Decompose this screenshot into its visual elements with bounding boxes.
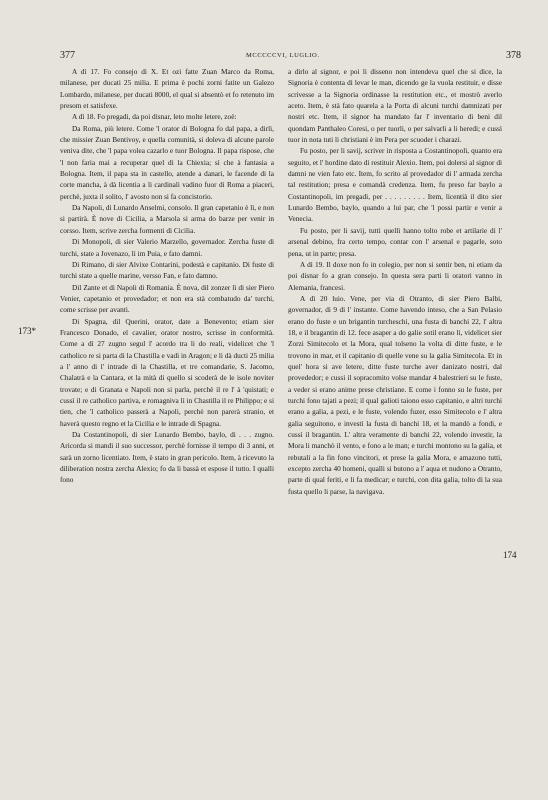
margin-note-left: 173* (18, 326, 36, 336)
right-column (288, 66, 502, 497)
paragraph: a dirlo al signor, e poi li disseno non intendeva quel che si dice, la Signoria è contenta di levar le man, dicendo ge la vuola restituir, e disse scrivesse a la Signoria ordinasse la restitution etc., et mostrò averlo aceto. Item, è stà fato quarela a la Porta di alcuni turchi damnizati per nostri etc. Item, il signor ha mandato far l' inventario di beni dil quondam Panthaleo Coresi, o per tuorli, o per salvarli a li heredi; e cussì tuor in nota tuti li christiani è im Pera per scuoder i charazi. (288, 67, 502, 145)
left-column (60, 66, 274, 486)
paragraph: A dì 17. Fo consejo di X. Et ozi fatte Zuan Marco da Roma, milanese, per ducati 25 milia. E prima è pochi zorni fatite un Galezo Lombardo, milanese, per ducati 8000, el qual si absentò et fo retenuto im presom et satisfexe. (60, 67, 274, 111)
paragraph: A dì 20 luio. Vene, per via di Otranto, di sier Piero Balbi, governador, di 9 di l' instante. Come havendo inteso, che a San Pelasio erano do fuste e un brigantin turcheschi, una fusta di banchi 22, l' altra 18, e il bragantin di 12. fece asaper a do galie sotil erano lì, videlicet sier Zorzi Simitecolo et la Mora, qual tolseno la volta di ditte fuste, e le trovono in mar, et il capitanio di quelle vene su la galia Simitecola. Et in quel' hora si ave letere, ditte fuste turche aver danizato nostri, dal provededor; e cussi il sopracomito volse mandar 4 balestrieri su le fuste, a veder si erano anime prese christiane. E come i fonno su le fuste, per turchi fono tajati a pezi; il qual galioti taiono esso capitanio, e altri turchi erano a galia, a pezi, e le fuste, volendo fuzer, esso Simitecolo e l' altra galia seguitono, e investì la fusta di banchi 18, et la mandò a fondi, e cussì il bragantin. L' altra veramente di banchi 22, volendo investir, la Mora li manchò il vento, e fono a le man; e turchi montono su la galia, et rebutali a la fin fono vincitori, et prese la galia Mora, e amazono tutti, excepto zercha 40 homeni, qualli si butono a l' aqua et nudono a Otranto, parte di qual feriti, e li fa medicar; e turchi, con dita galia, tolto di la sua fusta quello li parse, la navigava. (288, 293, 502, 496)
page-number-right: 378 (506, 50, 521, 61)
paragraph: Fu posto, per li savij, tutti quelli hanno tolto robe et artilarie di l' arsenal debino, fra certo tempo, contar con l' arsenal e pagarle, soto pena, ut in parte; presa. (288, 225, 502, 258)
running-head: MCCCCCVI, LUGLIO. (246, 52, 320, 59)
paragraph: Da Roma, più letere. Come 'l orator di Bologna fo dal papa, a dirli, che missier Zuan Bentivoy, e quella comunità, si doleva di alcune parole veniva dite, che 'l papa volea cazarlo e tuor Bologna. Il papa rispose, che 'l non faria mai a recuperar quel di la Chiexia; sì che à fantasia a Bologna. Item, il papa sta in castello, atende a danari, le facende di la corte mancha, à dà licentia a li cardinali vadino fuor di Roma a piaceri, perchè, juxta il solito, l' avosto non si fa concistorio. (60, 123, 274, 201)
paragraph: Fu posto, per li savij, scriver in risposta a Costantinopoli, quanto era seguito, et l' hordine dato di restituir Alexio. Item, poi dolersi al signor di damni ne vien fato etc. Item, fo scrito al provedador di l' armada zercha tal restitution; presa e comandà credenza. Item, fu preso far baylo a Costantinopoli, im pregadi, per . . . . . . . . . Item, licentià il dito sier Lunardo Bembo, baylo, quando a lui par, che 'l possi partir e venir a Venecia. (288, 146, 502, 224)
margin-note-right: 174 (503, 550, 517, 560)
paragraph: Di Rimano, di sier Alvixe Contarini, podestà e capitanio. Di fuste di turchi state a quelle marine, versso Fan, e fato damno. (60, 259, 274, 281)
paragraph: Di Spagna, dil Querini, orator, date a Benevento; etiam sier Francesco Donado, el cavalier, orator nostro, scrisse in conformità. Come a dì 27 zugno segul l' acordo tra li do reali, videlicet che 'l catholico re si parta di la Chastilla e vadi in Aragon; e li dà ducti 25 milia a l' anno di l' intrade di la Chastilla, et tre comandarie, S. Jacomo, Chalatrà e la Cantara, et la mità di quello si scoderà de le isole noviter trovate; e di Granata e Napoli non si parla, perchè il re l' à 'quistati; e cussì il re catholico partiva, e romagniva lì in Chastilla il re Philippo; e si tien, che 'l catholico passerà a Napoli, perchè non parerà stranio, et haverà questo regno et la Cicilia e le intrade di Spagna. (60, 316, 274, 428)
paragraph: Dil Zante et di Napoli di Romania. È nova, dil zonzer lì di sier Piero Venier, capetanio et provedador; et non era stà combatudo da' turchi, come scrisse per avanti. (60, 282, 274, 315)
paragraph: Di Monopoli, di sier Valerio Marzello, governador. Zercha fuste di turchi, state a Jovenazo, lì im Puia, e fato damni. (60, 237, 274, 258)
paragraph: Da Napoli, di Lunardo Anselmi, consolo. Il gran capetanio è lì, e non si partirà. È nove di Cicilia, a Marsola si arma do barze per venir in corsso. Item, scrive zercha formenti di Cicilia. (60, 203, 274, 235)
paragraph: Da Costantinopoli, di sier Lunardo Bembo, baylo, di . . . zugno. Aricorda si mandi il suo successor, perchè fornisse il tempo di 3 anni, et sarà un zorno licentiato. Item, è stato in gran pericolo. Item, à ricevuto la diliberation nostra zercha Alexio; fo da li bassà et espose il tutto. I qualli fono (60, 430, 274, 485)
page-number-left: 377 (60, 50, 75, 61)
paragraph: A dì 18. Fo pregadi, da poi disnar, leto molte letere, zoè: (72, 112, 237, 122)
paragraph: A dì 19. Il doxe non fo in colegio, per non si sentir ben, ni etiam da poi disnar fo a gran consejo. In questa sera parti li oratori vanno in Alemania, francesi. (288, 259, 502, 292)
